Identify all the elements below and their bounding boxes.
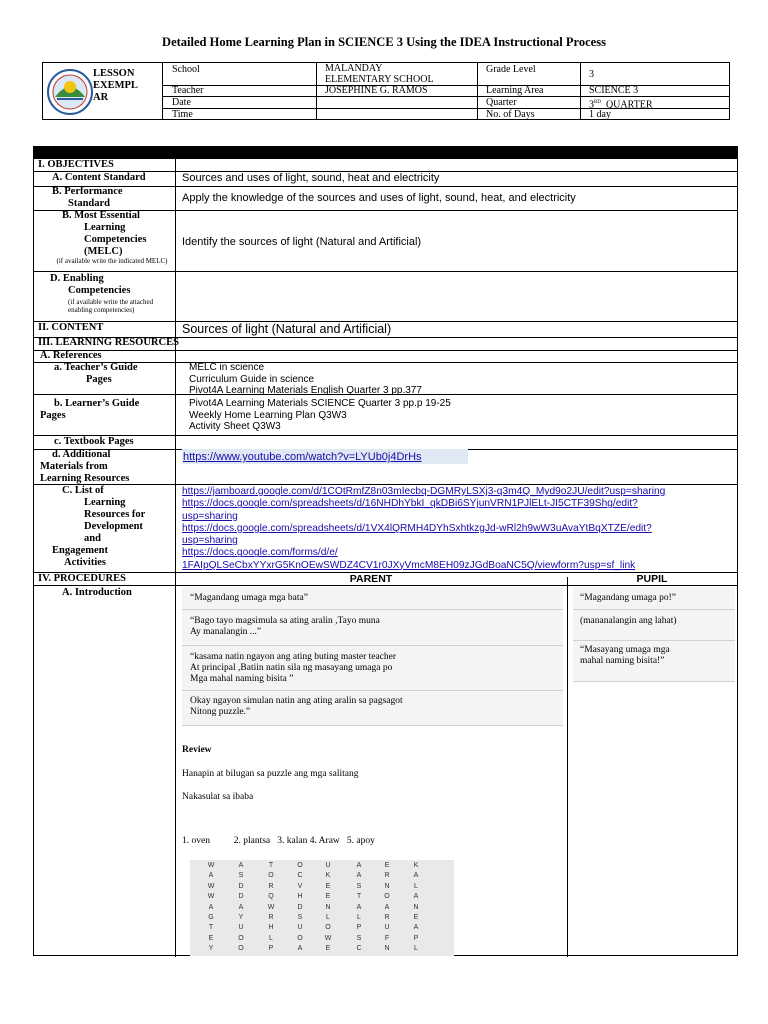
- parent-prayer: “Bago tayo magsimula sa ating aralin ,Tayo muna Ay manalangin ...”: [190, 616, 380, 637]
- puzzle-letter: A: [356, 872, 362, 880]
- puzzle-letter: N: [384, 945, 390, 953]
- google-form-link-cont[interactable]: 1FAIpQLSeCbxYYxrG5KnOEwSWDZ4CV1r0JXyVmcM8EH09zJGdBoaNC5Q/viewform?usp=sf_link: [182, 559, 636, 571]
- puzzle-letter: W: [207, 862, 215, 869]
- puzzle-letter: S: [297, 914, 303, 921]
- additional-materials-label-3: Learning Resources: [40, 473, 130, 484]
- additional-materials-label-2: Materials from: [40, 461, 108, 472]
- puzzle-letter: R: [384, 914, 390, 921]
- puzzle-letter: G: [208, 914, 214, 921]
- procedures-heading: IV. PROCEDURES: [38, 573, 126, 584]
- parent-greeting: “Magandang umaga mga bata”: [190, 593, 308, 603]
- enabling-note: (if available write the attached enabling competencies): [68, 298, 154, 314]
- puzzle-letter: L: [357, 914, 361, 921]
- puzzle-letter: W: [207, 893, 215, 901]
- puzzle-letter: O: [297, 862, 303, 869]
- puzzle-letter: L: [414, 945, 418, 953]
- deped-seal-icon: [45, 67, 95, 117]
- logo-text-3: AR: [93, 92, 109, 103]
- puzzle-letter: Y: [208, 945, 214, 953]
- tg-ref-1: MELC in science: [189, 362, 265, 373]
- pupil-column-header: PUPIL: [636, 573, 668, 585]
- puzzle-letter: U: [297, 924, 303, 932]
- word-search-puzzle: [190, 860, 454, 956]
- spreadsheet-link-2-cont[interactable]: usp=sharing: [182, 535, 238, 547]
- grade-level-value: 3: [589, 69, 594, 80]
- puzzle-letter: W: [324, 934, 332, 942]
- quarter-label: Quarter: [486, 97, 517, 108]
- puzzle-letter: E: [384, 862, 390, 869]
- puzzle-letter: T: [208, 924, 214, 932]
- lg-ref-3: Activity Sheet Q3W3: [189, 421, 281, 432]
- puzzle-letter: S: [238, 872, 244, 880]
- puzzle-letter: O: [325, 924, 331, 932]
- list-label-3: Resources for: [84, 509, 146, 520]
- puzzle-letter: L: [414, 882, 418, 890]
- puzzle-letter: K: [413, 862, 419, 869]
- list-label-7: Activities: [64, 557, 106, 568]
- puzzle-letter: A: [356, 862, 362, 869]
- review-instruction-2: Nakasulat sa ibaba: [182, 792, 254, 802]
- teachers-guide-label: a. Teacher’s Guide: [54, 362, 138, 373]
- puzzle-letter: E: [208, 934, 214, 942]
- puzzle-letter: T: [268, 862, 274, 869]
- pupil-greeting: “Magandang umaga po!”: [580, 593, 677, 603]
- parent-puzzle-start: Okay ngayon simulan natin ang ating aralin sa pagsagot Nitong puzzle.”: [190, 696, 403, 717]
- puzzle-letter: R: [268, 882, 274, 890]
- puzzle-letter: Y: [238, 914, 244, 921]
- puzzle-letter: V: [297, 882, 303, 890]
- puzzle-letter: W: [207, 882, 215, 890]
- puzzle-letter: E: [325, 893, 331, 901]
- days-label: No. of Days: [486, 109, 535, 120]
- puzzle-letter: N: [413, 903, 419, 911]
- pupil-prayer: (mananalangin ang lahat): [580, 616, 677, 626]
- puzzle-letter: D: [297, 903, 303, 911]
- puzzle-letter: N: [325, 903, 331, 911]
- parent-column-header: PARENT: [349, 573, 393, 585]
- puzzle-letter: U: [384, 924, 390, 932]
- puzzle-letter: N: [384, 882, 390, 890]
- quarter-text: QUARTER: [605, 99, 653, 111]
- puzzle-letter: K: [325, 872, 331, 880]
- puzzle-letter: A: [413, 893, 419, 901]
- puzzle-letter: W: [267, 903, 275, 911]
- puzzle-letter: A: [413, 872, 419, 880]
- puzzle-letter: P: [356, 924, 362, 932]
- introduction-label: A. Introduction: [62, 587, 132, 598]
- melc-label-3: Competencies: [84, 234, 147, 245]
- puzzle-letter: H: [268, 924, 274, 932]
- melc-note: (if available write the indicated MELC): [56, 257, 168, 265]
- teacher-label: Teacher: [172, 85, 204, 96]
- puzzle-letter: C: [297, 872, 303, 880]
- page-title: Detailed Home Learning Plan in SCIENCE 3 Using the IDEA Instructional Process: [162, 35, 606, 49]
- spreadsheet-link-1-cont[interactable]: usp=sharing: [182, 510, 238, 522]
- puzzle-letter: A: [356, 903, 362, 911]
- additional-materials-label-1: d. Additional: [52, 449, 111, 460]
- google-form-link[interactable]: https://docs.google.com/forms/d/e/: [182, 547, 338, 559]
- puzzle-letter: A: [208, 872, 214, 880]
- melc-label-1: B. Most Essential: [62, 210, 140, 221]
- parent-visitors: “kasama natin ngayon ang ating buting master teacher At principal ,Batiin natin sila ng masayang umaga po Mga mahal naming bisita ”: [190, 652, 397, 684]
- learning-area-value: SCIENCE 3: [589, 85, 639, 96]
- content-standard-value: Sources and uses of light, sound, heat and electricity: [182, 172, 440, 184]
- puzzle-letter: L: [326, 914, 330, 921]
- list-label-5: and: [84, 533, 101, 544]
- puzzle-letter: E: [325, 882, 331, 890]
- puzzle-letter: A: [413, 924, 419, 932]
- teacher-value: JOSEPHINE G. RAMOS: [325, 85, 428, 96]
- objectives-heading: I. OBJECTIVES: [38, 159, 114, 170]
- list-label-2: Learning: [84, 497, 126, 508]
- puzzle-letter: D: [238, 893, 244, 901]
- puzzle-letter: E: [325, 945, 331, 953]
- learners-guide-pages: Pages: [40, 410, 66, 421]
- tg-ref-2: Curriculum Guide in science: [189, 373, 315, 385]
- performance-standard-label-2: Standard: [68, 198, 111, 209]
- puzzle-letter: C: [356, 945, 362, 953]
- quarter-suffix: RD: [594, 100, 601, 105]
- date-label: Date: [172, 97, 191, 108]
- puzzle-letter: O: [384, 893, 390, 901]
- word-list: 1. oven 2. plantsa 3. kalan 4. Araw 5. apoy: [182, 836, 375, 846]
- learning-area-label: Learning Area: [486, 85, 544, 96]
- puzzle-letter: O: [268, 872, 274, 880]
- learners-guide-label: b. Learner’s Guide: [54, 398, 140, 409]
- puzzle-letter: T: [356, 893, 362, 901]
- learning-resources-heading: III. LEARNING RESOURCES: [38, 337, 179, 348]
- lg-ref-2: Weekly Home Learning Plan Q3W3: [189, 409, 347, 421]
- lg-ref-1: Pivot4A Learning Materials SCIENCE Quarter 3 pp.p 19-25: [189, 398, 451, 409]
- puzzle-letter: O: [238, 945, 244, 953]
- enabling-label-1: D. Enabling: [50, 273, 104, 284]
- puzzle-letter: A: [238, 903, 244, 911]
- pupil-visitors: “Masayang umaga mga mahal naming bisita!”: [580, 645, 670, 666]
- list-label-1: C. List of: [62, 485, 104, 496]
- puzzle-letter: O: [238, 934, 244, 942]
- lesson-plan-table: [33, 146, 738, 956]
- list-label-6: Engagement: [52, 545, 108, 556]
- puzzle-letter: A: [297, 945, 303, 953]
- puzzle-letter: R: [384, 872, 390, 880]
- days-value: 1 day: [589, 109, 611, 120]
- review-instruction-1: Hanapin at bilugan sa puzzle ang mga salitang: [182, 769, 359, 779]
- puzzle-letter: D: [238, 882, 244, 890]
- puzzle-letter: L: [269, 934, 273, 942]
- content-value: Sources of light (Natural and Artificial): [182, 322, 392, 336]
- puzzle-letter: R: [268, 914, 274, 921]
- logo-text-1: LESSON: [93, 68, 135, 79]
- logo-text-2: EXEMPL: [93, 80, 138, 91]
- puzzle-letter: U: [325, 862, 331, 869]
- puzzle-letter: H: [297, 893, 303, 901]
- puzzle-letter: A: [208, 903, 214, 911]
- puzzle-letter: A: [238, 862, 244, 869]
- spreadsheet-link-1[interactable]: https://docs.google.com/spreadsheets/d/16NHDhYbkI_qkDBi6SYjunVRN1PJlELt-JI5CTF39Shg/edit?: [182, 498, 638, 510]
- content-heading: II. CONTENT: [38, 322, 104, 333]
- teachers-guide-pages: Pages: [86, 374, 112, 385]
- quarter-number: 3: [589, 99, 594, 111]
- tg-ref-3: Pivot4A Learning Materials English Quarter 3 pp.377: [189, 385, 422, 396]
- puzzle-letter: U: [238, 924, 244, 932]
- puzzle-letter: Q: [268, 893, 274, 901]
- spreadsheet-link-2[interactable]: https://docs.google.com/spreadsheets/d/1VX4lQRMH4DYhSxhtkzgJd-wRl2h9wW3uAvaYtBqXTZE/edit?: [182, 522, 652, 534]
- puzzle-letter: P: [413, 934, 419, 942]
- review-title: Review: [182, 745, 212, 755]
- puzzle-letter: O: [297, 934, 303, 942]
- table-top-bar: [34, 147, 737, 159]
- lesson-exemplar-logo: [43, 63, 163, 120]
- school-label: School: [172, 64, 200, 75]
- jamboard-link[interactable]: https://jamboard.google.com/d/1COtRmfZ8n03mIecbq-DGMRyLSXj3-q3m4Q_Myd9o2JU/edit?usp=sharing: [182, 486, 666, 497]
- school-value-1: MALANDAY: [325, 63, 383, 74]
- textbook-pages-label: c. Textbook Pages: [54, 436, 134, 447]
- performance-standard-label-1: B. Performance: [52, 186, 123, 197]
- melc-label-2: Learning: [84, 222, 126, 233]
- performance-standard-value: Apply the knowledge of the sources and uses of light, sound, heat, and electricity: [182, 192, 576, 204]
- puzzle-letter: F: [384, 934, 390, 942]
- header-table: [42, 62, 730, 120]
- puzzle-letter: E: [413, 914, 419, 921]
- puzzle-letter: P: [268, 945, 274, 953]
- puzzle-letter: S: [356, 882, 362, 890]
- list-label-4: Development: [84, 521, 143, 532]
- melc-value: Identify the sources of light (Natural and Artificial): [182, 236, 422, 248]
- school-value-2: ELEMENTARY SCHOOL: [325, 74, 434, 85]
- time-label: Time: [172, 109, 193, 120]
- melc-label-4: (MELC): [84, 246, 123, 257]
- references-label: A. References: [40, 350, 102, 361]
- grade-level-label: Grade Level: [486, 64, 536, 75]
- youtube-link[interactable]: https://www.youtube.com/watch?v=LYUb0j4DrHs: [183, 451, 422, 463]
- enabling-label-2: Competencies: [68, 285, 131, 296]
- puzzle-letter: A: [384, 903, 390, 911]
- puzzle-letter: S: [356, 934, 362, 942]
- content-standard-label: A. Content Standard: [52, 172, 146, 183]
